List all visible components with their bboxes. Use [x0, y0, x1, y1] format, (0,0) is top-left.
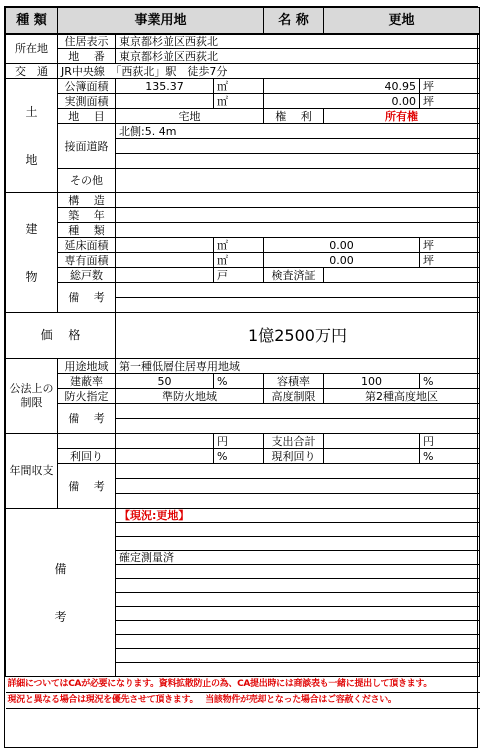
sqm-unit: ㎡ [214, 79, 264, 94]
bcr-percent: % [214, 374, 264, 389]
transport-label: 交 通 [6, 64, 58, 79]
far-percent: % [420, 374, 480, 389]
remarks-label [6, 509, 116, 677]
income-label: 年間収支 [6, 434, 58, 509]
property-table [5, 7, 480, 709]
structure-label: 構 造 [58, 193, 116, 208]
far-label: 容積率 [264, 374, 324, 389]
zoning-value: 第一種低層住居専用地域 [116, 359, 480, 374]
land-label-1: 土 [25, 104, 38, 119]
yen-unit: 円 [420, 434, 480, 449]
registered-area-value: 135.37 [116, 79, 214, 94]
address-label: 住居表示 [58, 34, 116, 49]
kind-label: 種 類 [58, 223, 116, 238]
current-yield-label: 現利回り [264, 449, 324, 464]
sqm-unit: ㎡ [214, 253, 264, 268]
private-area-tsubo: 0.00 [264, 253, 420, 268]
land-label-2: 地 [25, 152, 38, 167]
lot-label: 地 番 [58, 49, 116, 64]
registered-tsubo-value: 40.95 [264, 79, 420, 94]
yield-label: 利回り [58, 449, 116, 464]
expense-label: 支出合計 [264, 434, 324, 449]
tsubo-unit: 坪 [420, 94, 480, 109]
price-value: 1億2500万円 [116, 313, 480, 359]
road-label: 接面道路 [58, 124, 116, 169]
bcr-value: 50 [116, 374, 214, 389]
legal-remarks-label: 備 考 [58, 404, 116, 434]
rights-value: 所有権 [324, 109, 480, 124]
rights-label: 権 利 [264, 109, 324, 124]
floor-area-label: 延床面積 [58, 238, 116, 253]
type-label: 種 類 [6, 8, 58, 34]
sqm-unit: ㎡ [214, 94, 264, 109]
building-label-1: 建 [25, 221, 38, 236]
footer-notice-2: 現況と異なる場合は現況を優先させて頂きます。 当該物件が売却となった場合はご容赦ください。 [6, 693, 480, 709]
inspection-label: 検査済証 [264, 268, 324, 283]
road-value: 北側:5. 4m [116, 124, 480, 139]
land-label [6, 79, 58, 193]
current-yield-percent: % [420, 449, 480, 464]
remarks-line-2: 確定測量済 [116, 551, 480, 565]
building-label [6, 193, 58, 313]
private-area-label: 専有面積 [58, 253, 116, 268]
price-label: 価 格 [6, 313, 116, 359]
zoning-label: 用途地域 [58, 359, 116, 374]
remarks-line-1: 【現況:更地】 [116, 509, 480, 523]
lot-value: 東京都杉並区西荻北 [116, 49, 480, 64]
tsubo-unit: 坪 [420, 238, 480, 253]
built-label: 築 年 [58, 208, 116, 223]
name-label: 名 称 [264, 8, 324, 34]
yield-percent: % [214, 449, 264, 464]
header-row [6, 8, 480, 34]
registered-area-label: 公簿面積 [58, 79, 116, 94]
remarks-label-2: 考 [54, 609, 67, 624]
remarks-label-1: 備 [54, 561, 67, 576]
category-label: 地 目 [58, 109, 116, 124]
units-label: 総戸数 [58, 268, 116, 283]
other-label: その他 [58, 169, 116, 193]
property-sheet [4, 6, 478, 748]
measured-tsubo-value: 0.00 [264, 94, 420, 109]
building-remarks-label: 備 考 [58, 283, 116, 313]
category-value: 宅地 [116, 109, 264, 124]
footer-notice-1: 詳細についてはCAが必要になります。資料拡散防止の為、CA提出時には商談表も一緒に提出して頂きます。 [6, 677, 480, 693]
measured-area-label: 実測面積 [58, 94, 116, 109]
sqm-unit: ㎡ [214, 238, 264, 253]
tsubo-unit: 坪 [420, 253, 480, 268]
yen-unit: 円 [214, 434, 264, 449]
name-value: 更地 [324, 8, 480, 34]
type-value: 事業用地 [58, 8, 264, 34]
legal-label: 公法上の制限 [6, 359, 58, 434]
height-value: 第2種高度地区 [324, 389, 480, 404]
far-value: 100 [324, 374, 420, 389]
address-value: 東京都杉並区西荻北 [116, 34, 480, 49]
fire-label: 防火指定 [58, 389, 116, 404]
units-unit: 戸 [214, 268, 264, 283]
bcr-label: 建蔽率 [58, 374, 116, 389]
income-remarks-label: 備 考 [58, 464, 116, 509]
fire-value: 準防火地域 [116, 389, 264, 404]
building-label-2: 物 [25, 269, 38, 284]
transport-value: JR中央線 「西荻北」駅 徒歩7分 [58, 64, 480, 79]
location-label: 所在地 [6, 34, 58, 64]
floor-area-tsubo: 0.00 [264, 238, 420, 253]
height-label: 高度制限 [264, 389, 324, 404]
tsubo-unit: 坪 [420, 79, 480, 94]
